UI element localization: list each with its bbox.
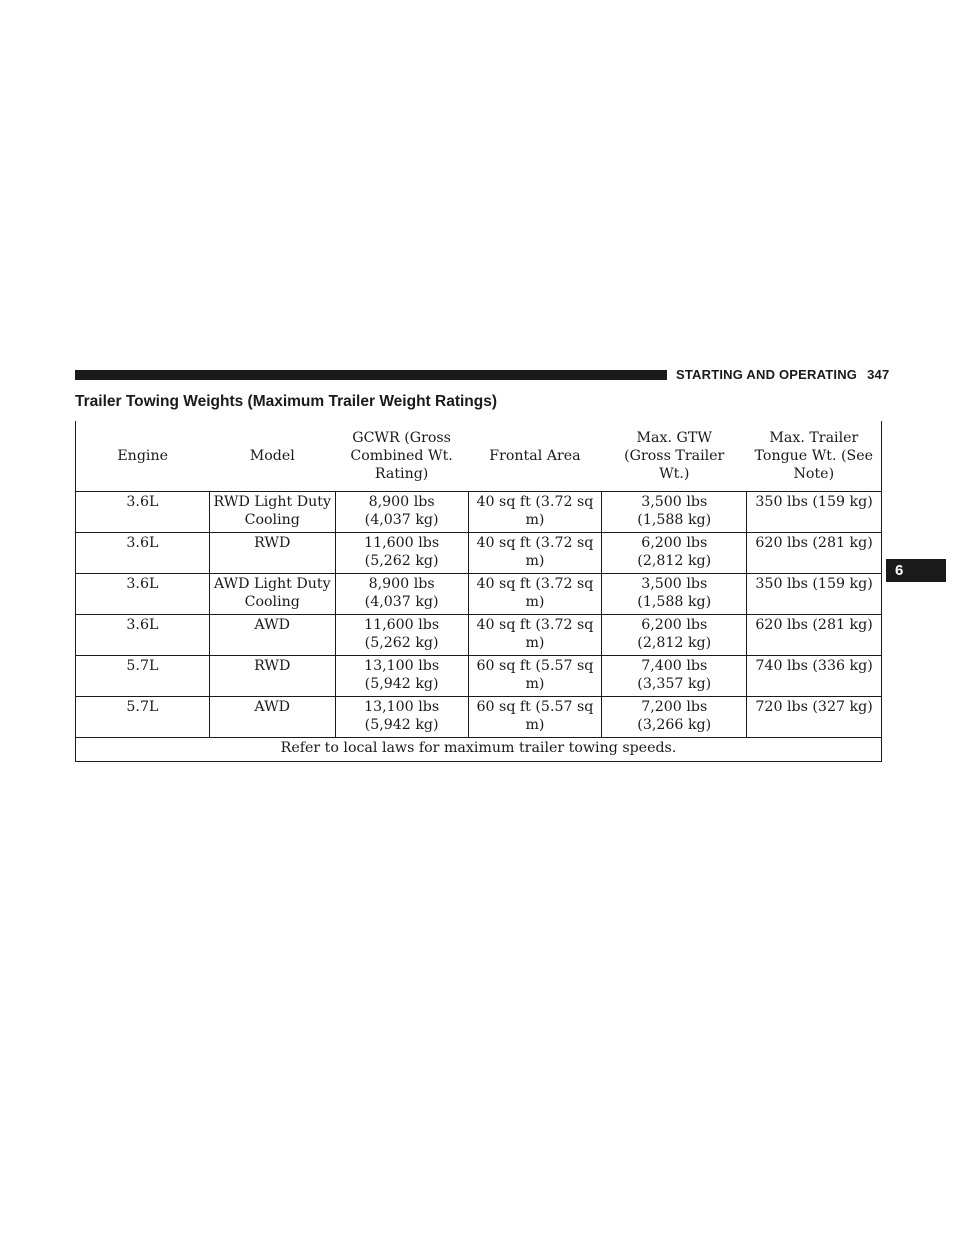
cell-text: 6,200 lbs — [641, 535, 708, 551]
cell-text: m) — [525, 553, 545, 569]
table-row — [76, 656, 882, 697]
cell-text: 3,500 lbs — [641, 494, 708, 510]
cell-model — [209, 533, 335, 574]
cell-frontal-area — [468, 574, 602, 615]
cell-text: 60 sq ft (5.57 sq — [476, 658, 594, 674]
cell-frontal-area — [468, 492, 602, 533]
cell-text: Cooling — [244, 594, 300, 610]
cell-max-gtw — [602, 615, 747, 656]
cell-gcwr — [335, 615, 468, 656]
cell-frontal-area — [468, 697, 602, 738]
cell-gcwr — [335, 656, 468, 697]
cell-frontal-area — [468, 533, 602, 574]
cell-text: 5.7L — [126, 699, 159, 715]
cell-text: (5,262 kg) — [364, 635, 439, 651]
cell-text: 8,900 lbs — [368, 494, 435, 510]
column-header-max-gtw — [602, 421, 747, 492]
cell-text: m) — [525, 717, 545, 733]
cell-text: AWD — [254, 617, 291, 633]
cell-text: m) — [525, 676, 545, 692]
cell-text: 5.7L — [126, 658, 159, 674]
cell-text: 40 sq ft (3.72 sq — [476, 535, 594, 551]
cell-model — [209, 574, 335, 615]
cell-engine — [76, 492, 210, 533]
cell-text: 13,100 lbs — [364, 699, 440, 715]
cell-text: (5,942 kg) — [364, 717, 439, 733]
cell-max-tongue-wt — [747, 574, 882, 615]
cell-max-gtw — [602, 656, 747, 697]
column-header-engine — [76, 421, 210, 492]
cell-gcwr — [335, 492, 468, 533]
cell-text: RWD — [254, 658, 291, 674]
cell-text: (4,037 kg) — [364, 594, 439, 610]
cell-text: 60 sq ft (5.57 sq — [476, 699, 594, 715]
header-rule — [75, 370, 667, 380]
cell-model — [209, 697, 335, 738]
table-footnote: Refer to local laws for maximum trailer towing speeds. — [280, 740, 677, 756]
cell-text: (1,588 kg) — [637, 594, 712, 610]
cell-text: (3,357 kg) — [637, 676, 712, 692]
page-number: 347 — [867, 367, 890, 382]
cell-text: (5,942 kg) — [364, 676, 439, 692]
cell-text: 40 sq ft (3.72 sq — [476, 494, 594, 510]
cell-gcwr — [335, 533, 468, 574]
cell-gcwr — [335, 697, 468, 738]
column-header-frontal-area — [468, 421, 602, 492]
header-section-title: STARTING AND OPERATING — [676, 367, 858, 382]
cell-text: 40 sq ft (3.72 sq — [476, 576, 594, 592]
column-header-text: Rating) — [374, 466, 429, 482]
cell-text: 7,200 lbs — [641, 699, 708, 715]
cell-max-gtw — [602, 697, 747, 738]
cell-text: 3,500 lbs — [641, 576, 708, 592]
column-header-text: Tongue Wt. (See — [754, 448, 874, 464]
cell-text: (2,812 kg) — [637, 553, 712, 569]
cell-text: 620 lbs (281 kg) — [755, 617, 873, 633]
cell-max-tongue-wt — [747, 533, 882, 574]
cell-text: 13,100 lbs — [364, 658, 440, 674]
table-header-row — [76, 421, 882, 492]
cell-engine — [76, 574, 210, 615]
cell-text: Cooling — [244, 512, 300, 528]
cell-text: 350 lbs (159 kg) — [755, 576, 873, 592]
cell-text: 6,200 lbs — [641, 617, 708, 633]
cell-model — [209, 615, 335, 656]
running-header — [676, 367, 889, 382]
table-row — [76, 492, 882, 533]
cell-text: 40 sq ft (3.72 sq — [476, 617, 594, 633]
cell-text: m) — [525, 512, 545, 528]
cell-text: RWD — [254, 535, 291, 551]
cell-max-tongue-wt — [747, 492, 882, 533]
cell-text: RWD Light Duty — [213, 494, 331, 510]
table-body — [76, 492, 882, 762]
column-header-text: Wt.) — [659, 466, 690, 482]
cell-text: (5,262 kg) — [364, 553, 439, 569]
section-title: Trailer Towing Weights (Maximum Trailer Weight Ratings) — [75, 393, 498, 410]
cell-model — [209, 656, 335, 697]
cell-text: (1,588 kg) — [637, 512, 712, 528]
column-header-model — [209, 421, 335, 492]
column-header-text: GCWR (Gross — [352, 430, 451, 446]
cell-frontal-area — [468, 615, 602, 656]
cell-text: 8,900 lbs — [368, 576, 435, 592]
cell-engine — [76, 615, 210, 656]
cell-max-gtw — [602, 492, 747, 533]
column-header-text: Note) — [793, 466, 835, 482]
column-header-text: Max. Trailer — [769, 430, 859, 446]
cell-max-tongue-wt — [747, 697, 882, 738]
cell-frontal-area — [468, 656, 602, 697]
cell-model — [209, 492, 335, 533]
table-row — [76, 533, 882, 574]
cell-text: 11,600 lbs — [364, 617, 440, 633]
cell-text: 620 lbs (281 kg) — [755, 535, 873, 551]
cell-engine — [76, 656, 210, 697]
column-header-text: Combined Wt. — [350, 448, 453, 464]
cell-max-gtw — [602, 533, 747, 574]
cell-text: 7,400 lbs — [641, 658, 708, 674]
cell-text: 3.6L — [126, 535, 159, 551]
table-row — [76, 615, 882, 656]
table-row — [76, 574, 882, 615]
cell-text: 3.6L — [126, 494, 159, 510]
cell-text: m) — [525, 594, 545, 610]
cell-gcwr — [335, 574, 468, 615]
cell-text: AWD — [254, 699, 291, 715]
cell-text: 740 lbs (336 kg) — [755, 658, 873, 674]
cell-text: 720 lbs (327 kg) — [755, 699, 873, 715]
column-header-gcwr — [335, 421, 468, 492]
cell-text: (3,266 kg) — [637, 717, 712, 733]
column-header-text: Frontal Area — [489, 448, 581, 464]
column-header-max-tongue-wt — [747, 421, 882, 492]
cell-engine — [76, 697, 210, 738]
cell-text: 3.6L — [126, 576, 159, 592]
column-header-text: Model — [249, 448, 295, 464]
column-header-text: Engine — [117, 448, 168, 464]
cell-max-tongue-wt — [747, 615, 882, 656]
chapter-tab: 6 — [886, 559, 946, 582]
cell-text: 11,600 lbs — [364, 535, 440, 551]
cell-text: AWD Light Duty — [213, 576, 331, 592]
cell-engine — [76, 533, 210, 574]
cell-text: 350 lbs (159 kg) — [755, 494, 873, 510]
column-header-text: (Gross Trailer — [624, 448, 725, 464]
column-header-text: Max. GTW — [636, 430, 712, 446]
cell-max-tongue-wt — [747, 656, 882, 697]
table-footnote-row — [76, 738, 882, 762]
cell-text: m) — [525, 635, 545, 651]
cell-text: (4,037 kg) — [364, 512, 439, 528]
cell-max-gtw — [602, 574, 747, 615]
cell-text: (2,812 kg) — [637, 635, 712, 651]
table-row — [76, 697, 882, 738]
towing-weights-table — [75, 421, 882, 762]
cell-text: 3.6L — [126, 617, 159, 633]
